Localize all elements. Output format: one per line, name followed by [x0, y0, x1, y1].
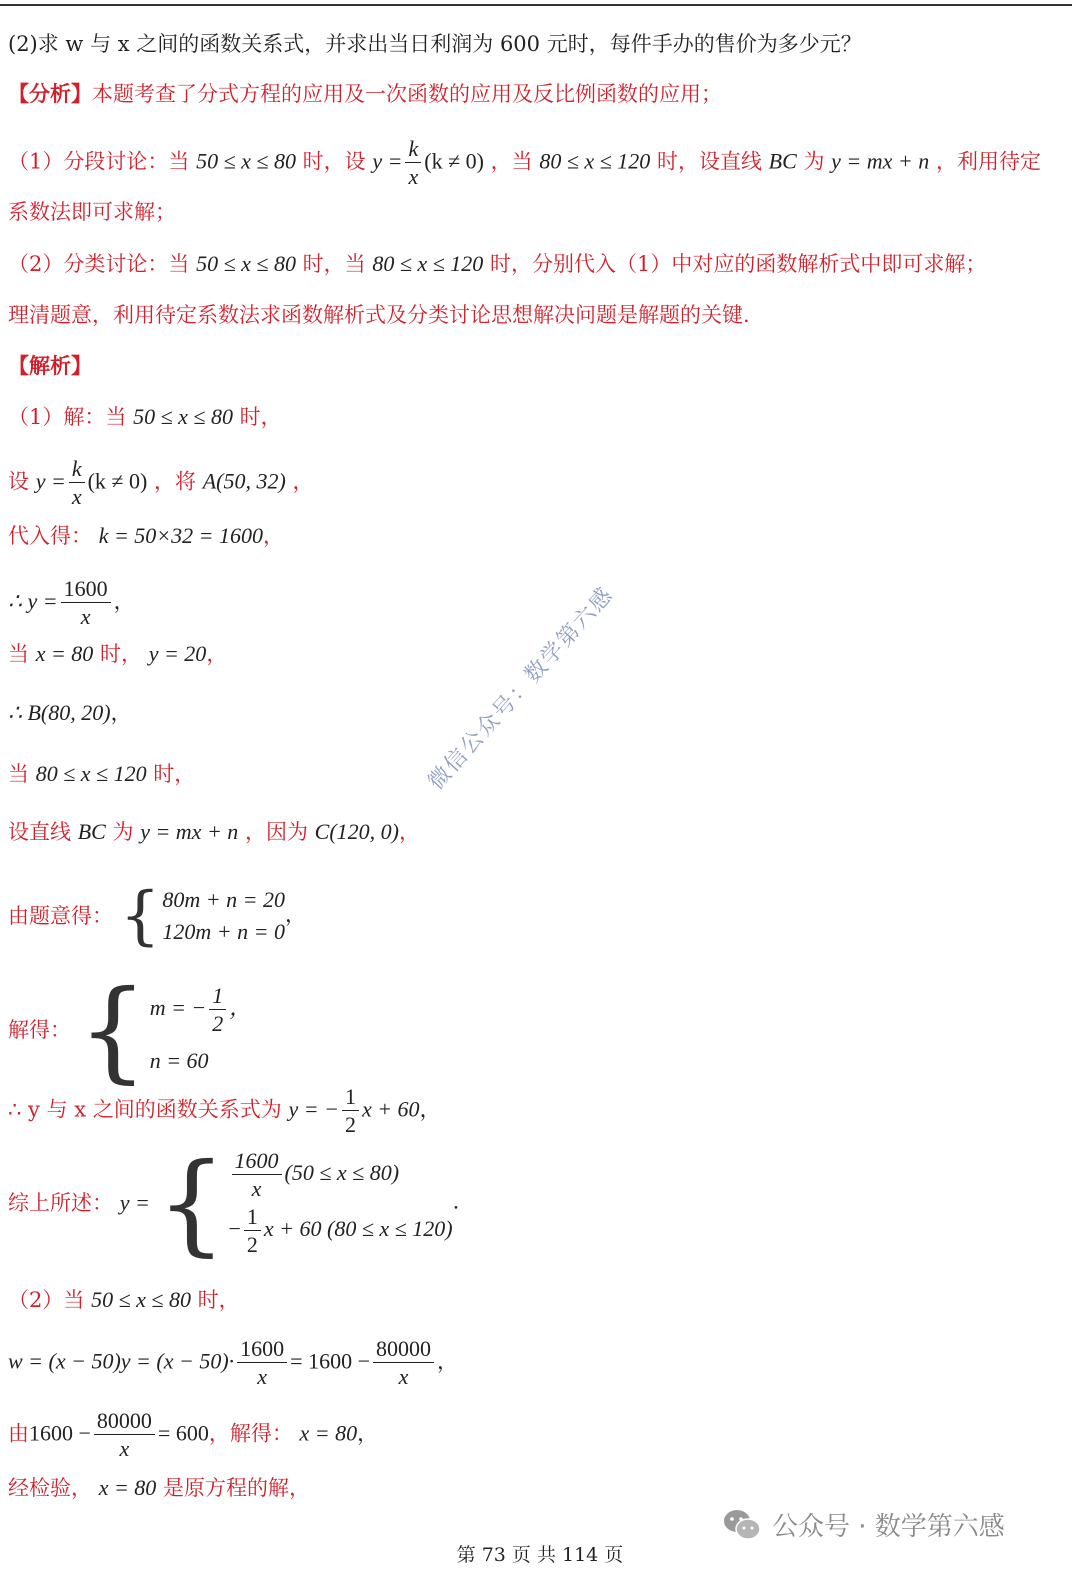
solution-l12-y: y =: [119, 1190, 150, 1215]
fraction-1600-over-x: $\frac{1600}{x}$: [237, 1338, 287, 1388]
fraction-half: $\frac{1}{2}$: [342, 1086, 359, 1136]
system2-m: m = − $\frac{1}{2}$ ，: [149, 983, 252, 1036]
solution-l4-prefix: ∴ y =: [8, 588, 58, 614]
question-part2: (2)求 w 与 x 之间的函数关系式，并求出当日利润为 600 元时，每件手办的售价为多少元？: [8, 32, 862, 56]
top-rule: [0, 4, 1072, 6]
analysis-p1-line-eq: y = mx + n: [831, 148, 930, 174]
analysis-intro: 本题考查了分式方程的应用及一次函数的应用及反比例函数的应用；: [92, 82, 722, 106]
solution-l6-point-B: ∴ B(80, 20): [8, 700, 111, 725]
equation-system-2: { m = − $\frac{1}{2}$ ， n = 60: [77, 966, 252, 1094]
analysis-p2: [8, 250, 1070, 278]
solution-l7-text-b: 时，: [153, 762, 196, 786]
solution-l11: ∴ y 与 x 之间的函数关系式为 y = − $\frac{1}{2}$ x + 60，: [8, 1084, 441, 1137]
piecewise-case1: $\frac{1600}{x}$ (50 ≤ x ≤ 80): [229, 1150, 453, 1200]
analysis-p1-y-eq: y =: [372, 148, 403, 174]
page-footer: 第 73 页 共 114 页: [456, 1544, 624, 1566]
solution-l13-text-b: 时，: [197, 1288, 240, 1312]
solution-l2-text-a: 设: [8, 469, 29, 494]
fraction-80000-over-x: $\frac{80000}{x}$: [373, 1338, 434, 1388]
watermark: 微信公众号：数学第六感: [423, 582, 619, 796]
solution-l3: 代入得： k = 50×32 = 1600，: [8, 523, 284, 548]
solution-l3-text: 代入得：: [8, 524, 92, 548]
analysis-p1-text-a: （1）分段讨论：当: [8, 149, 190, 174]
solution-l6: ∴ B(80, 20)，: [8, 700, 132, 725]
equation-system-1: { 80m + n = 20 120m + n = 0: [119, 879, 285, 953]
fraction-k-over-x: $\frac{k}{x}$: [69, 458, 85, 508]
system1-eq1: 80m + n = 20: [162, 887, 285, 912]
analysis-p2-text-a: （2）分类讨论：当: [8, 252, 190, 276]
solution-l8-text-c: ，因为: [244, 820, 308, 844]
solution-l9-label: 由题意得：: [8, 904, 113, 928]
solution-l8-text-b: 为: [112, 820, 134, 844]
wechat-icon: [722, 1508, 762, 1542]
solution-l1: [8, 403, 1070, 431]
solution-l16-x: x = 80: [98, 1475, 157, 1500]
analysis-p1-k-ne-0: (k ≠ 0): [424, 148, 484, 174]
solution-l11-tail: x + 60: [361, 1096, 420, 1122]
analysis-intro-row: [8, 80, 1070, 108]
analysis-p3: 理清题意，利用待定系数法求函数解析式及分类讨论思想解决问题是解题的关键.: [8, 303, 750, 327]
piecewise-case2: − $\frac{1}{2}$ x + 60 (80 ≤ x ≤ 120): [228, 1204, 453, 1257]
solution-l15-x: x = 80: [299, 1420, 358, 1446]
solution-l13: [8, 1286, 1070, 1314]
fraction-half: $\frac{1}{2}$: [209, 985, 226, 1035]
solution-l13-range: 50 ≤ x ≤ 80: [91, 1287, 191, 1312]
solution-l15-text-d: ，解得：: [208, 1421, 293, 1446]
solution-l7-range: 80 ≤ x ≤ 120: [35, 761, 147, 786]
analysis-p1: [8, 138, 1070, 188]
solution-l4: ∴ y = $\frac{1600}{x}$ ，: [8, 576, 135, 629]
solution-l14-eq: = 1600 −: [290, 1348, 370, 1374]
solution-l5: 当 x = 80 时， y = 20，: [8, 641, 228, 666]
piecewise-function: { $\frac{1600}{x}$ (50 ≤ x ≤ 80) − $\frac{1}{2}$ x + 60 (80 ≤ x ≤ 120): [156, 1139, 453, 1267]
solution-l2-k-ne-0: (k ≠ 0): [87, 468, 148, 494]
solution-l8: 设直线 BC 为 y = mx + n ，因为 C(120, 0)，: [8, 819, 420, 844]
solution-l11-text: ∴ y 与 x 之间的函数关系式为: [8, 1097, 282, 1122]
solution-l8-BC: BC: [77, 819, 106, 844]
solution-l1-text: （1）解：当: [8, 405, 127, 429]
solution-l10: [8, 966, 1070, 1094]
solution-l16: [8, 1474, 1070, 1502]
solution-l5-text-a: 当: [8, 642, 29, 666]
analysis-heading: 【分析】: [8, 81, 92, 106]
solution-l2-text-b: ，将: [154, 469, 196, 494]
system2-n: n = 60: [149, 1048, 209, 1073]
solution-l7-text-a: 当: [8, 762, 29, 786]
solution-l14: w = (x − 50)y = (x − 50)· $\frac{1600}{x}$ = 1600 − $\frac{80000}{x}$ ，: [8, 1336, 458, 1389]
analysis-p1-text-c: ，当: [490, 149, 533, 174]
analysis-p2-text-c: 时，分别代入（1）中对应的函数解析式中即可求解；: [489, 252, 987, 276]
solution-l16-text-c: 是原方程的解，: [163, 1476, 310, 1500]
analysis-p1-cont: 系数法即可求解；: [8, 200, 176, 224]
analysis-p2-text-b: 时，当: [302, 252, 366, 276]
analysis-p2-range1: 50 ≤ x ≤ 80: [196, 251, 296, 276]
analysis-p1-range1: 50 ≤ x ≤ 80: [196, 148, 296, 174]
solution-l11-y: y = −: [288, 1096, 339, 1122]
solution-l5-x: x = 80: [35, 641, 94, 666]
solution-l2: 设 y = $\frac{k}{x}$ (k ≠ 0) ，将 A(50, 32) ，: [8, 456, 314, 509]
solution-l8-text-a: 设直线: [8, 820, 71, 844]
solution-l1-range: 50 ≤ x ≤ 80: [133, 404, 233, 429]
solution-l9: 由题意得： { 80m + n = 20 120m + n = 0 ，: [8, 879, 306, 953]
solution-l7: [8, 760, 1070, 788]
solution-l1-tail: 时，: [239, 405, 282, 429]
solution-l2-y-eq: y =: [35, 468, 66, 494]
solution-l3-math: k = 50×32 = 1600: [98, 523, 263, 548]
solution-l8-line-eq: y = mx + n: [140, 819, 239, 844]
solution-heading: 【解析】: [8, 353, 92, 378]
analysis-p1-range2: 80 ≤ x ≤ 120: [539, 148, 651, 174]
analysis-p1-BC: BC: [768, 148, 797, 174]
solution-l2-point-A: A(50, 32): [202, 468, 286, 494]
solution-l15-lhs: 1600 −: [29, 1420, 91, 1446]
fraction-k-over-x: $\frac{k}{x}$: [405, 138, 421, 188]
solution-l5-y: y = 20: [148, 641, 207, 666]
solution-l8-point-C: C(120, 0): [314, 819, 399, 844]
solution-l5-text-b: 时，: [100, 642, 142, 666]
solution-l13-text-a: （2）当: [8, 1288, 85, 1312]
solution-l16-text-a: 经检验，: [8, 1476, 92, 1500]
solution-l15-rhs: = 600: [157, 1420, 209, 1446]
brand: [722, 1506, 1005, 1543]
analysis-p1-text-d: 时，设直线: [656, 149, 762, 174]
analysis-p1-text-e: 为: [803, 149, 825, 174]
fraction-80000-over-x: $\frac{80000}{x}$: [94, 1410, 155, 1460]
brand-text: 公众号 · 数学第六感: [772, 1512, 1005, 1542]
solution-l10-label: 解得：: [8, 1018, 71, 1042]
solution-l12: 综上所述： y = { $\frac{1600}{x}$ (50 ≤ x ≤ 80) − $\frac{1}{2}$ x + 60 (80 ≤ x ≤ 120) .: [8, 1139, 460, 1267]
fraction-1600-over-x: $\frac{1600}{x}$: [61, 578, 111, 628]
analysis-p1-text-f: ，利用待定: [935, 149, 1041, 174]
analysis-p2-range2: 80 ≤ x ≤ 120: [372, 251, 484, 276]
solution-l12-label: 综上所述：: [8, 1191, 113, 1215]
solution-l14-w-expr: w = (x − 50)y = (x − 50)·: [8, 1348, 235, 1374]
system1-eq2: 120m + n = 0: [162, 919, 285, 944]
solution-l15-text-a: 由: [8, 1421, 29, 1446]
analysis-p1-text-b: 时，设: [302, 149, 366, 174]
solution-l15: 由1600 − $\frac{80000}{x}$ = 600，解得： x = 80，: [8, 1408, 379, 1461]
